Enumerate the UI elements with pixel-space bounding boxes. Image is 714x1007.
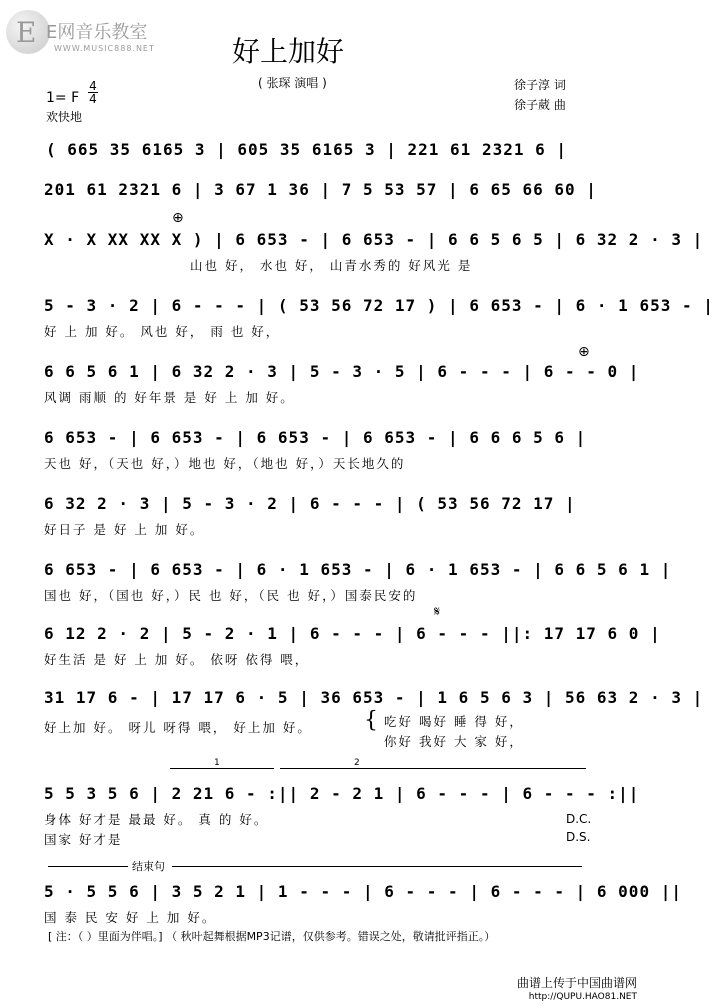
- logo-url: WWW.MUSIC888.NET: [54, 44, 155, 53]
- composer-credit: 徐子葳 曲: [514, 98, 566, 112]
- lyrics-system-10: 好上加 好。 呀儿 呀得 喂， 好上加 好。: [44, 720, 312, 735]
- meter-bottom: 4: [89, 92, 97, 106]
- logo-mark: E: [16, 16, 37, 49]
- song-title: 好上加好: [232, 35, 345, 68]
- lyrics-system-9: 好生活 是 好 上 加 好。 依呀 依得 喂，: [44, 652, 310, 667]
- lyrics-system-11-b: 国家 好才是: [44, 832, 123, 847]
- score-system-4: 5 - 3 · 2 | 6 - - - | ( 53 56 72 17 ) | 6 653 - | 6 · 1 653 - |: [44, 296, 714, 315]
- lyricist-credit: 徐子淳 词: [514, 78, 566, 92]
- score-system-11: 5 5 3 5 6 | 2 21 6 - :|| 2 - 2 1 | 6 - - - | 6 - - - :||: [44, 784, 640, 803]
- lyrics-system-3: 山也 好， 水也 好， 山青水秀的 好风光 是: [190, 258, 473, 273]
- lyrics-system-11: 身体 好才是 最最 好。 真 的 好。: [44, 812, 269, 827]
- score-system-7: 6 32 2 · 3 | 5 - 3 · 2 | 6 - - - | ( 53 56 72 17 |: [44, 494, 576, 513]
- da-capo-mark: D.C.: [566, 812, 592, 826]
- score-system-10: 31 17 6 - | 17 17 6 · 5 | 36 653 - | 1 6 5 6 3 | 56 63 2 · 3 |: [44, 688, 704, 707]
- meter-top: 4: [89, 79, 97, 93]
- time-signature: [88, 80, 98, 105]
- lyrics-system-4: 好 上 加 好。 风也 好， 雨 也 好，: [44, 324, 281, 339]
- lyrics-system-6: 天也 好，（天也 好，）地也 好，（地也 好，）天长地久的: [44, 456, 406, 471]
- singer-credit: ( 张琛 演唱 ): [258, 76, 327, 90]
- coda-symbol-2: ⊕: [578, 344, 590, 360]
- lyrics-verse-2: 你好 我好 大 家 好，: [384, 734, 524, 749]
- footnote: [ 注：（ ）里面为伴唱。] （ 秋叶起舞根据MP3记谱，仅供参考。错误之处，敬请批评指正。）: [48, 930, 496, 943]
- logo-text: E网音乐教室: [46, 22, 148, 43]
- lyrics-brace: {: [364, 708, 378, 733]
- key-signature: 1= F: [46, 90, 80, 106]
- volta-2-label: 2: [354, 758, 360, 768]
- score-system-12: 5 · 5 5 6 | 3 5 2 1 | 1 - - - | 6 - - - | 6 - - - | 6 000 ||: [44, 882, 682, 901]
- segno-symbol: 𝄋: [434, 604, 441, 620]
- coda-line-right: [172, 866, 582, 867]
- volta-1-label: 1: [214, 758, 220, 768]
- lyrics-verse-1: 吃好 喝好 睡 得 好，: [384, 714, 524, 729]
- tempo-marking: 欢快地: [46, 110, 83, 124]
- score-system-8: 6 653 - | 6 653 - | 6 · 1 653 - | 6 · 1 653 - | 6 6 5 6 1 |: [44, 560, 672, 579]
- site-logo: [6, 8, 166, 56]
- lyrics-system-5: 风调 雨顺 的 好年景 是 好 上 加 好。: [44, 390, 295, 405]
- source-url: http://QUPU.HAO81.NET: [528, 992, 637, 1002]
- lyrics-system-12: 国 泰 民 安 好 上 加 好。: [44, 910, 217, 925]
- score-system-1: ( 665 35 6165 3 | 605 35 6165 3 | 221 61 2321 6 |: [46, 140, 568, 159]
- score-system-3: X · X XX XX X ) | 6 653 - | 6 653 - | 6 6 5 6 5 | 6 32 2 · 3 |: [44, 230, 704, 249]
- lyrics-system-8: 国也 好，（国也 好，）民 也 好，（民 也 好，）国泰民安的: [44, 588, 418, 603]
- dal-segno-mark: D.S.: [566, 830, 591, 844]
- volta-2-bracket: [280, 768, 586, 769]
- score-system-9: 6 12 2 · 2 | 5 - 2 · 1 | 6 - - - | 6 - - - ||: 17 17 6 0 |: [44, 624, 661, 643]
- score-system-2: 201 61 2321 6 | 3 67 1 36 | 7 5 53 57 | 6 65 66 60 |: [44, 180, 597, 199]
- score-system-6: 6 653 - | 6 653 - | 6 653 - | 6 653 - | 6 6 6 5 6 |: [44, 428, 587, 447]
- lyrics-system-7: 好日子 是 好 上 加 好。: [44, 522, 205, 537]
- coda-section-label: 结束句: [132, 860, 165, 873]
- score-system-5: 6 6 5 6 1 | 6 32 2 · 3 | 5 - 3 · 5 | 6 - - - | 6 - - 0 |: [44, 362, 640, 381]
- coda-symbol: ⊕: [172, 210, 184, 226]
- coda-line-left: [48, 866, 128, 867]
- volta-1-bracket: [170, 768, 274, 769]
- source-site: 曲谱上传于中国曲谱网: [516, 976, 637, 990]
